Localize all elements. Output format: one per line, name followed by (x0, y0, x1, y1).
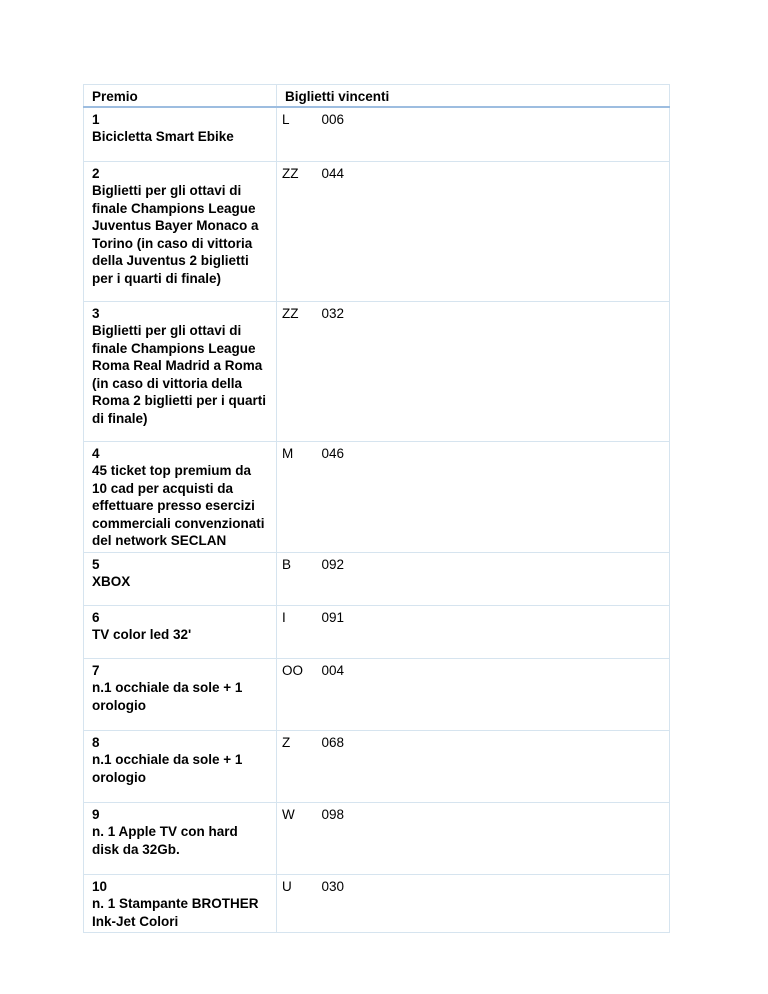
prize-description: Bicicletta Smart Ebike (92, 129, 234, 144)
prize-rank: 7 (92, 662, 100, 678)
prize-description: XBOX (92, 574, 131, 589)
prize-rank: 4 (92, 445, 100, 461)
ticket-series: B (277, 552, 317, 605)
prize-table (83, 84, 670, 933)
ticket-series: I (277, 605, 317, 658)
prize-rank: 9 (92, 806, 100, 822)
ticket-series: OO (277, 658, 317, 730)
prize-cell (84, 161, 277, 301)
prize-cell (84, 874, 277, 933)
table-row (84, 874, 670, 933)
table-row (84, 605, 670, 658)
prize-description: n.1 occhiale da sole + 1 orologio (92, 680, 243, 713)
ticket-number: 092 (317, 552, 670, 605)
ticket-number: 004 (317, 658, 670, 730)
prize-cell (84, 301, 277, 441)
prize-cell (84, 107, 277, 162)
prize-description: Biglietti per gli ottavi di finale Champions League Juventus Bayer Monaco a Torino (in caso di vittoria della Juventus 2 biglietti per i quarti di finale) (92, 183, 259, 286)
table-row (84, 730, 670, 802)
prize-description: n. 1 Stampante BROTHER Ink-Jet Colori (92, 896, 259, 929)
table-row (84, 107, 670, 162)
prize-description: n. 1 Apple TV con hard disk da 32Gb. (92, 824, 238, 857)
ticket-series: Z (277, 730, 317, 802)
prize-cell (84, 802, 277, 874)
prize-cell (84, 658, 277, 730)
ticket-number: 046 (317, 441, 670, 552)
prize-cell (84, 605, 277, 658)
ticket-series: M (277, 441, 317, 552)
prize-rank: 1 (92, 111, 100, 127)
prize-rank: 5 (92, 556, 100, 572)
prize-cell (84, 441, 277, 552)
prize-cell (84, 552, 277, 605)
table-row (84, 552, 670, 605)
table-row (84, 658, 670, 730)
ticket-number: 044 (317, 161, 670, 301)
header-prize: Premio (84, 85, 277, 107)
ticket-number: 030 (317, 874, 670, 933)
ticket-series: ZZ (277, 301, 317, 441)
table-row (84, 802, 670, 874)
prize-rank: 3 (92, 305, 100, 321)
ticket-series: U (277, 874, 317, 933)
ticket-number: 032 (317, 301, 670, 441)
prize-rank: 10 (92, 878, 108, 894)
ticket-series: ZZ (277, 161, 317, 301)
prize-cell (84, 730, 277, 802)
prize-rank: 2 (92, 165, 100, 181)
prize-description: n.1 occhiale da sole + 1 orologio (92, 752, 243, 785)
ticket-series: L (277, 107, 317, 162)
prize-description: Biglietti per gli ottavi di finale Champions League Roma Real Madrid a Roma (in caso di vittoria della Roma 2 biglietti per i quarti di finale) (92, 323, 267, 426)
header-winning-tickets: Biglietti vincenti (277, 85, 670, 107)
ticket-number: 091 (317, 605, 670, 658)
ticket-series: W (277, 802, 317, 874)
table-header-row (84, 85, 670, 107)
table-row (84, 161, 670, 301)
prize-rank: 8 (92, 734, 100, 750)
prize-description: 45 ticket top premium da 10 cad per acquisti da effettuare presso esercizi commerciali convenzionati del network SECLAN (92, 463, 265, 548)
ticket-number: 098 (317, 802, 670, 874)
table-row (84, 441, 670, 552)
ticket-number: 006 (317, 107, 670, 162)
table-row (84, 301, 670, 441)
prize-rank: 6 (92, 609, 100, 625)
ticket-number: 068 (317, 730, 670, 802)
prize-description: TV color led 32' (92, 627, 192, 642)
